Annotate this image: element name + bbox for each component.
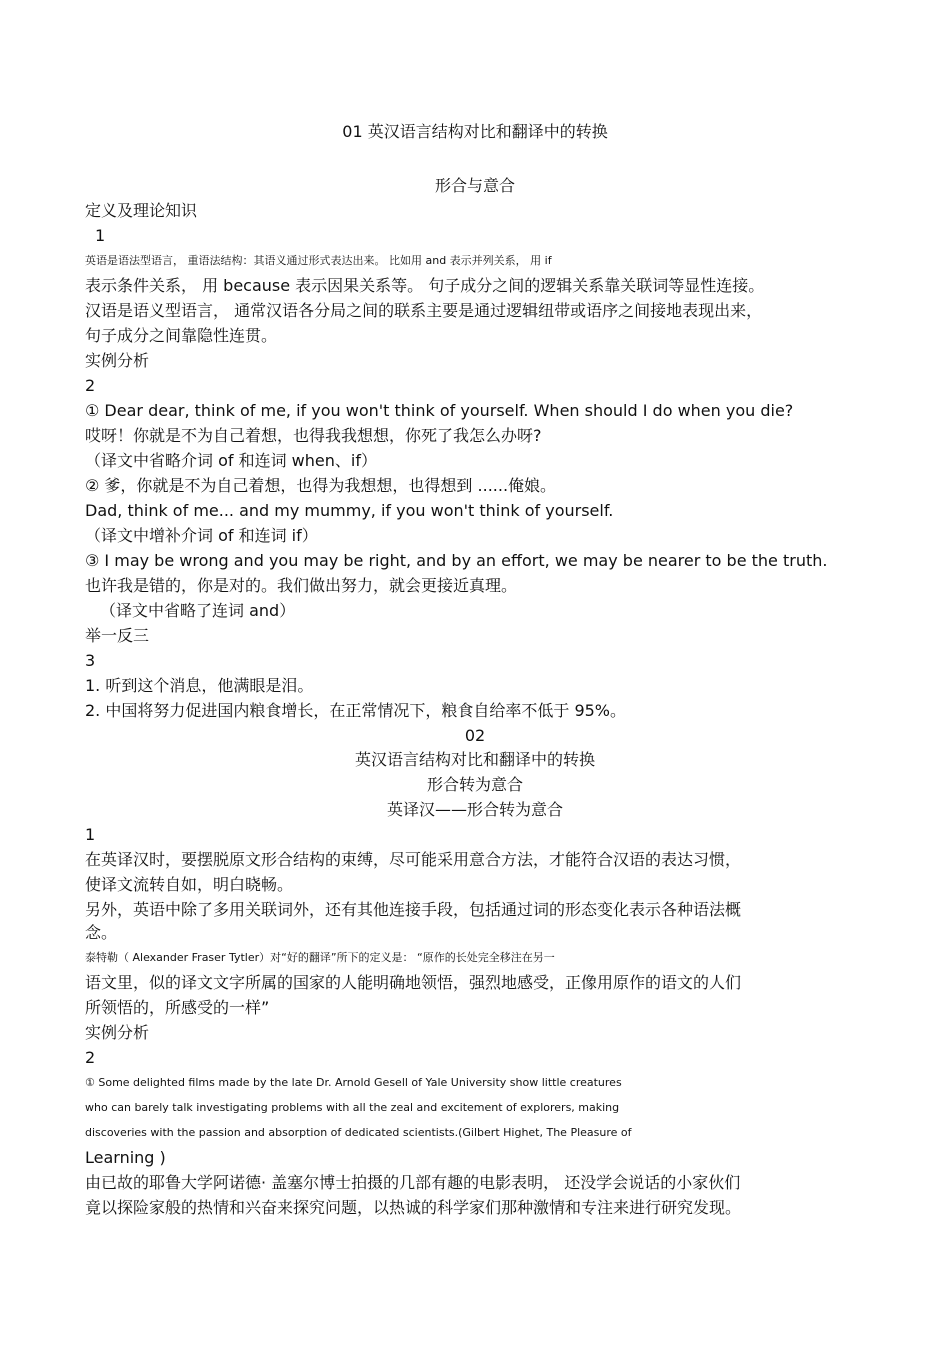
section-number: 3 xyxy=(85,651,96,670)
example-line: who can barely talk investigating problems with all the zeal and excitement of explorers, making xyxy=(85,1101,620,1114)
translation-note: （译文中省略介词 of 和连词 when、if） xyxy=(85,451,377,470)
section-heading: 定义及理论知识 xyxy=(85,201,198,220)
paragraph-line: 使译文流转自如，明白晓畅。 xyxy=(85,875,294,894)
paragraph-line: 英语是语法型语言， 重语法结构：其语义通过形式表达出来。 比如用 and 表示并列关系， 用 if xyxy=(85,254,552,267)
example-line: ① Some delighted films made by the late Dr. Arnold Gesell of Yale University show little creatures xyxy=(85,1076,622,1089)
example-line: ① Dear dear, think of me, if you won't think of yourself. When should I do when you die? xyxy=(85,401,794,420)
example-line: 由已故的耶鲁大学阿诺德· 盖塞尔博士拍摄的几部有趣的电影表明， 还没学会说话的小家伙们 xyxy=(85,1173,741,1192)
paragraph-line: 句子成分之间靠隐性连贯。 xyxy=(85,326,278,345)
example-line: 竟以探险家般的热情和兴奋来探究问题，以热诚的科学家们那种激情和专注来进行研究发现。 xyxy=(85,1198,742,1217)
paragraph-line: 所领悟的，所感受的一样” xyxy=(85,998,270,1017)
paragraph-line: 汉语是语义型语言， 通常汉语各分局之间的联系主要是通过逻辑纽带或语序之间接地表现出来， xyxy=(85,301,763,320)
section-number: 1 xyxy=(95,226,106,245)
section-heading: 实例分析 xyxy=(85,351,150,370)
paragraph-line: 另外，英语中除了多用关联词外，还有其他连接手段，包括通过词的形态变化表示各种语法概 xyxy=(85,900,742,919)
paragraph-line: 表示条件关系， 用 because 表示因果关系等。 句子成分之间的逻辑关系靠关联词等显性连接。 xyxy=(85,276,765,295)
example-line: discoveries with the passion and absorption of dedicated scientists.(Gilbert Highet, The Pleasure of xyxy=(85,1126,632,1139)
section-number: 2 xyxy=(85,1048,96,1067)
paragraph-line: 在英译汉时，要摆脱原文形合结构的束缚，尽可能采用意合方法，才能符合汉语的表达习惯， xyxy=(85,850,742,869)
page-title: 01 英汉语言结构对比和翻译中的转换 xyxy=(342,122,608,141)
example-line: 也许我是错的，你是对的。我们做出努力，就会更接近真理。 xyxy=(85,576,518,595)
paragraph-line: 泰特勒（ Alexander Fraser Tytler）对“好的翻译”所下的定义是： “原作的长处完全移注在另一 xyxy=(85,951,555,964)
paragraph-line: 念。 xyxy=(85,923,118,942)
exercise-item: 1. 听到这个消息，他满眼是泪。 xyxy=(85,676,314,695)
example-line: ② 爹，你就是不为自己着想，也得为我想想，也得想到 ......俺娘。 xyxy=(85,476,557,495)
example-line: Learning ) xyxy=(85,1148,166,1167)
page-subtitle: 形合与意合 xyxy=(434,176,515,195)
section-heading: 举一反三 xyxy=(85,626,150,645)
translation-note: （译文中省略了连词 and） xyxy=(100,601,296,620)
part-title: 英汉语言结构对比和翻译中的转换 xyxy=(354,750,595,769)
section-number: 1 xyxy=(85,825,96,844)
translation-note: （译文中增补介词 of 和连词 if） xyxy=(85,526,318,545)
example-line: Dad, think of me... and my mummy, if you won't think of yourself. xyxy=(85,501,614,520)
section-number: 2 xyxy=(85,376,96,395)
part-subtitle: 形合转为意合 xyxy=(426,775,523,794)
section-heading: 实例分析 xyxy=(85,1023,150,1042)
paragraph-line: 语文里，似的译文文字所属的国家的人能明确地领悟，强烈地感受，正像用原作的语文的人们 xyxy=(85,973,742,992)
exercise-item: 2. 中国将努力促进国内粮食增长，在正常情况下，粮食自给率不低于 95%。 xyxy=(85,701,627,720)
example-line: ③ I may be wrong and you may be right, and by an effort, we may be nearer to be the truth. xyxy=(85,551,828,570)
example-line: 哎呀！你就是不为自己着想，也得我我想想，你死了我怎么办呀? xyxy=(85,426,542,445)
part-number: 02 xyxy=(464,726,486,745)
part-subtitle-2: 英译汉——形合转为意合 xyxy=(386,800,563,819)
